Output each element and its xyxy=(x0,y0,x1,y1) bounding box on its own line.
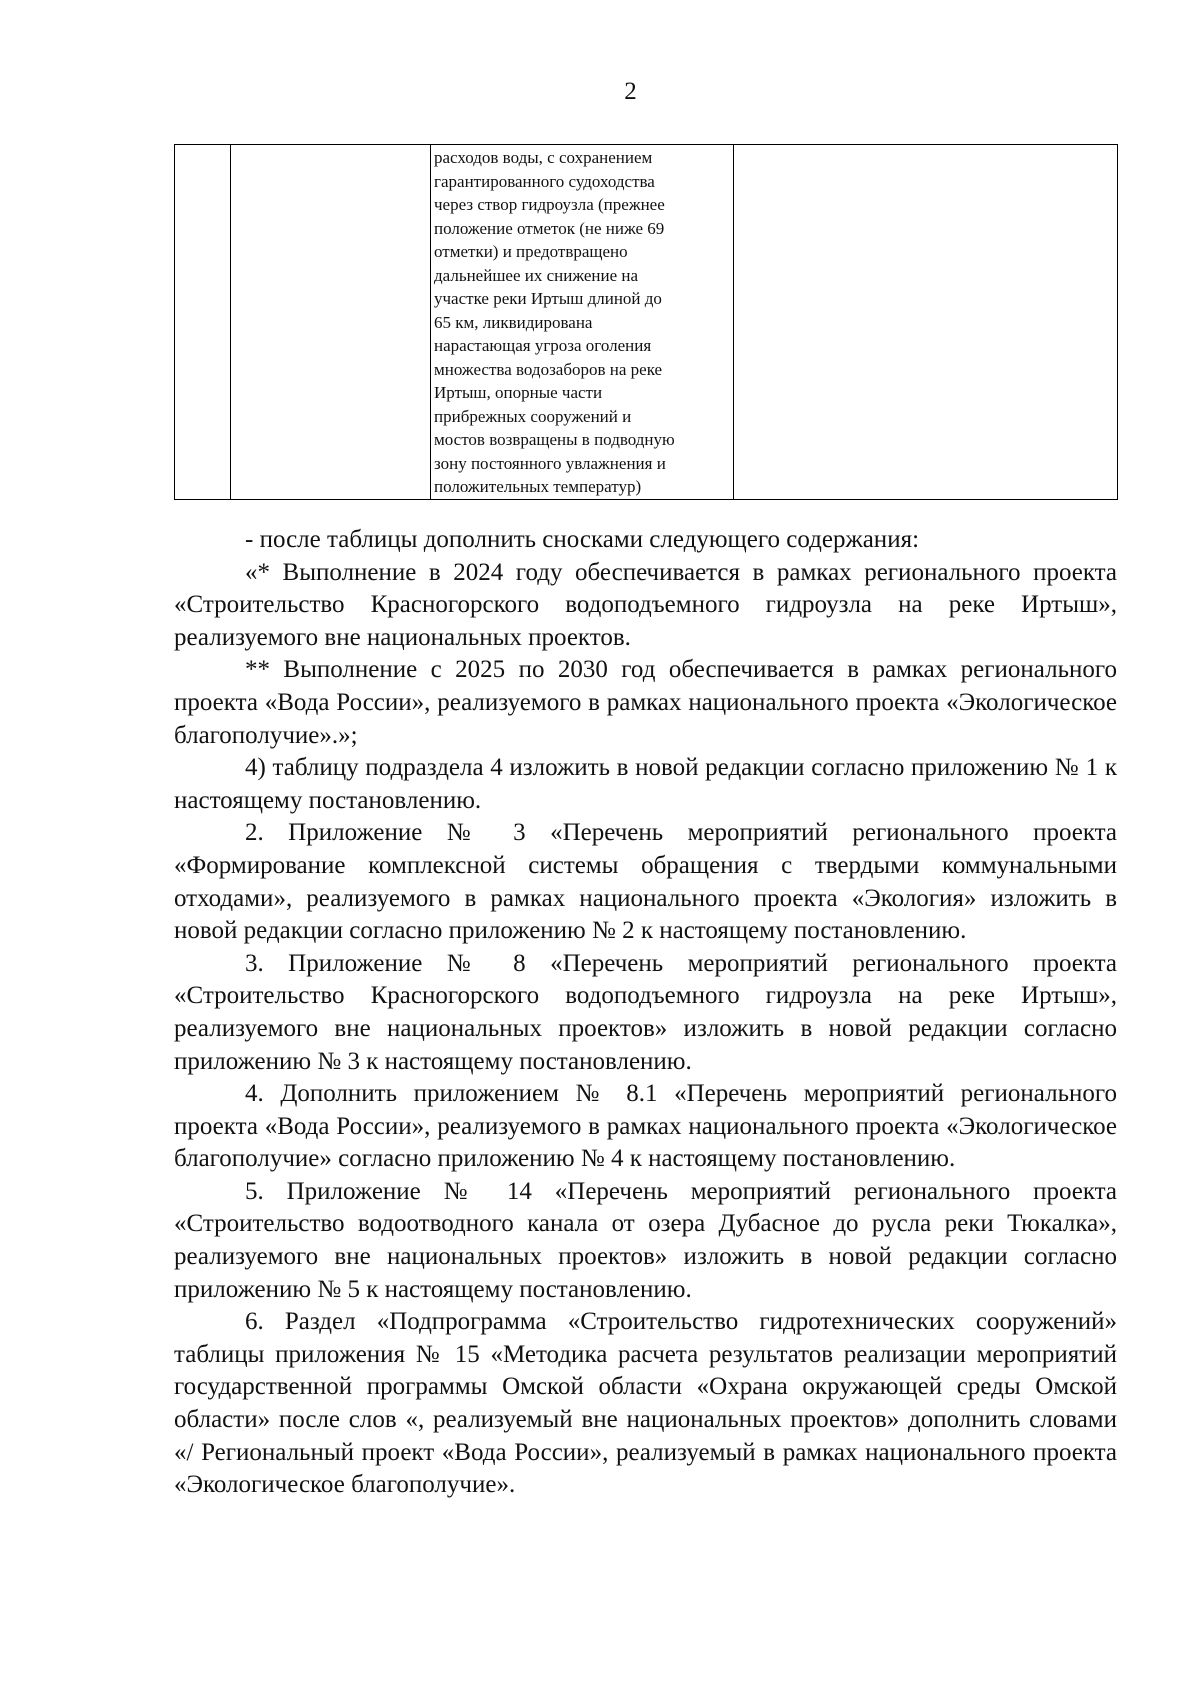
table-cell-line: через створ гидроузла (прежнее xyxy=(434,195,665,214)
table-cell-line: участке реки Иртыш длиной до xyxy=(434,289,662,308)
table-cell-line: положение отметок (не ниже 69 xyxy=(434,218,665,238)
table-cell-line: расходов воды, с сохранением xyxy=(434,148,653,167)
table-cell-number xyxy=(175,145,231,500)
table-cell-line: мостов возвращены в подводную xyxy=(434,430,675,449)
table-cell-line: положительных температур) xyxy=(434,477,642,496)
page-number: 2 xyxy=(624,78,637,105)
table-cell-result xyxy=(431,145,734,500)
table-cell-line: зону постоянного увлажнения и xyxy=(434,453,666,473)
table-cell-line: множества водозаборов на реке xyxy=(434,359,663,379)
table-cell-line: 65 км, ликвидирована xyxy=(434,312,593,332)
table-row xyxy=(175,145,1118,500)
paragraph: 4. Дополнить приложением № 8.1 «Перечень мероприятий регионального проекта «Вода России», реализуемого в рамках национального проекта «Экологическое благополучие» согласно приложению № 4 к настоящему постановлению. xyxy=(174,1080,1117,1173)
table-cell-result-text xyxy=(431,145,733,499)
paragraph: - после таблицы дополнить сносками следующего содержания: xyxy=(245,526,920,553)
paragraph: 5. Приложение № 14 «Перечень мероприятий регионального проекта «Строительство водоотводного канала от озера Дубасное до русла реки Тюкалка», реализуемого вне национальных проектов» изложить в новой редакции согласно приложению № 5 к настоящему постановлению. xyxy=(174,1177,1117,1303)
continued-table xyxy=(174,144,1118,500)
paragraph: 3. Приложение № 8 «Перечень мероприятий регионального проекта «Строительство Красногорского водоподъемного гидроузла на реке Иртыш», реализуемого вне национальных проектов» изложить в новой редакции согласно приложению № 3 к настоящему постановлению. xyxy=(174,949,1117,1075)
table-cell-line: Иртыш, опорные части xyxy=(434,383,603,402)
table-cell-line: нарастающая угроза оголения xyxy=(434,336,652,355)
paragraph: «* Выполнение в 2024 году обеспечивается в рамках регионального проекта «Строительство Красногорского водоподъемного гидроузла на реке Иртыш», реализуемого вне национальных проектов. xyxy=(174,558,1117,651)
paragraph: 4) таблицу подраздела 4 изложить в новой редакции согласно приложению № 1 к настоящему постановлению. xyxy=(174,754,1117,814)
paragraph: ** Выполнение с 2025 по 2030 год обеспечивается в рамках регионального проекта «Вода России», реализуемого в рамках национального проекта «Экологическое благополучие».»; xyxy=(174,656,1117,749)
paragraph: 2. Приложение № 3 «Перечень мероприятий регионального проекта «Формирование комплексной системы обращения с твердыми коммунальными отходами», реализуемого в рамках национального проекта «Экология» изложить в новой редакции согласно приложению № 2 к настоящему постановлению. xyxy=(174,819,1117,945)
table-cell-line: дальнейшее их снижение на xyxy=(434,265,639,285)
paragraph: 6. Раздел «Подпрограмма «Строительство гидротехнических сооружений» таблицы приложения № 15 «Методика расчета результатов реализации мероприятий государственной программы Омской области «Охрана окружающей среды Омской области» после слов «, реализуемый вне национальных проектов» дополнить словами «/ Региональный проект «Вода России», реализуемый в рамках национального проекта «Экологическое благополучие». xyxy=(174,1308,1117,1499)
table-cell-line: прибрежных сооружений и xyxy=(434,406,632,426)
table-cell-line: отметки) и предотвращено xyxy=(434,242,628,261)
document-body xyxy=(174,524,1117,1502)
table-cell-name xyxy=(231,145,431,500)
table-cell-line: гарантированного судоходства xyxy=(434,171,655,191)
table-cell-note xyxy=(734,145,1118,500)
